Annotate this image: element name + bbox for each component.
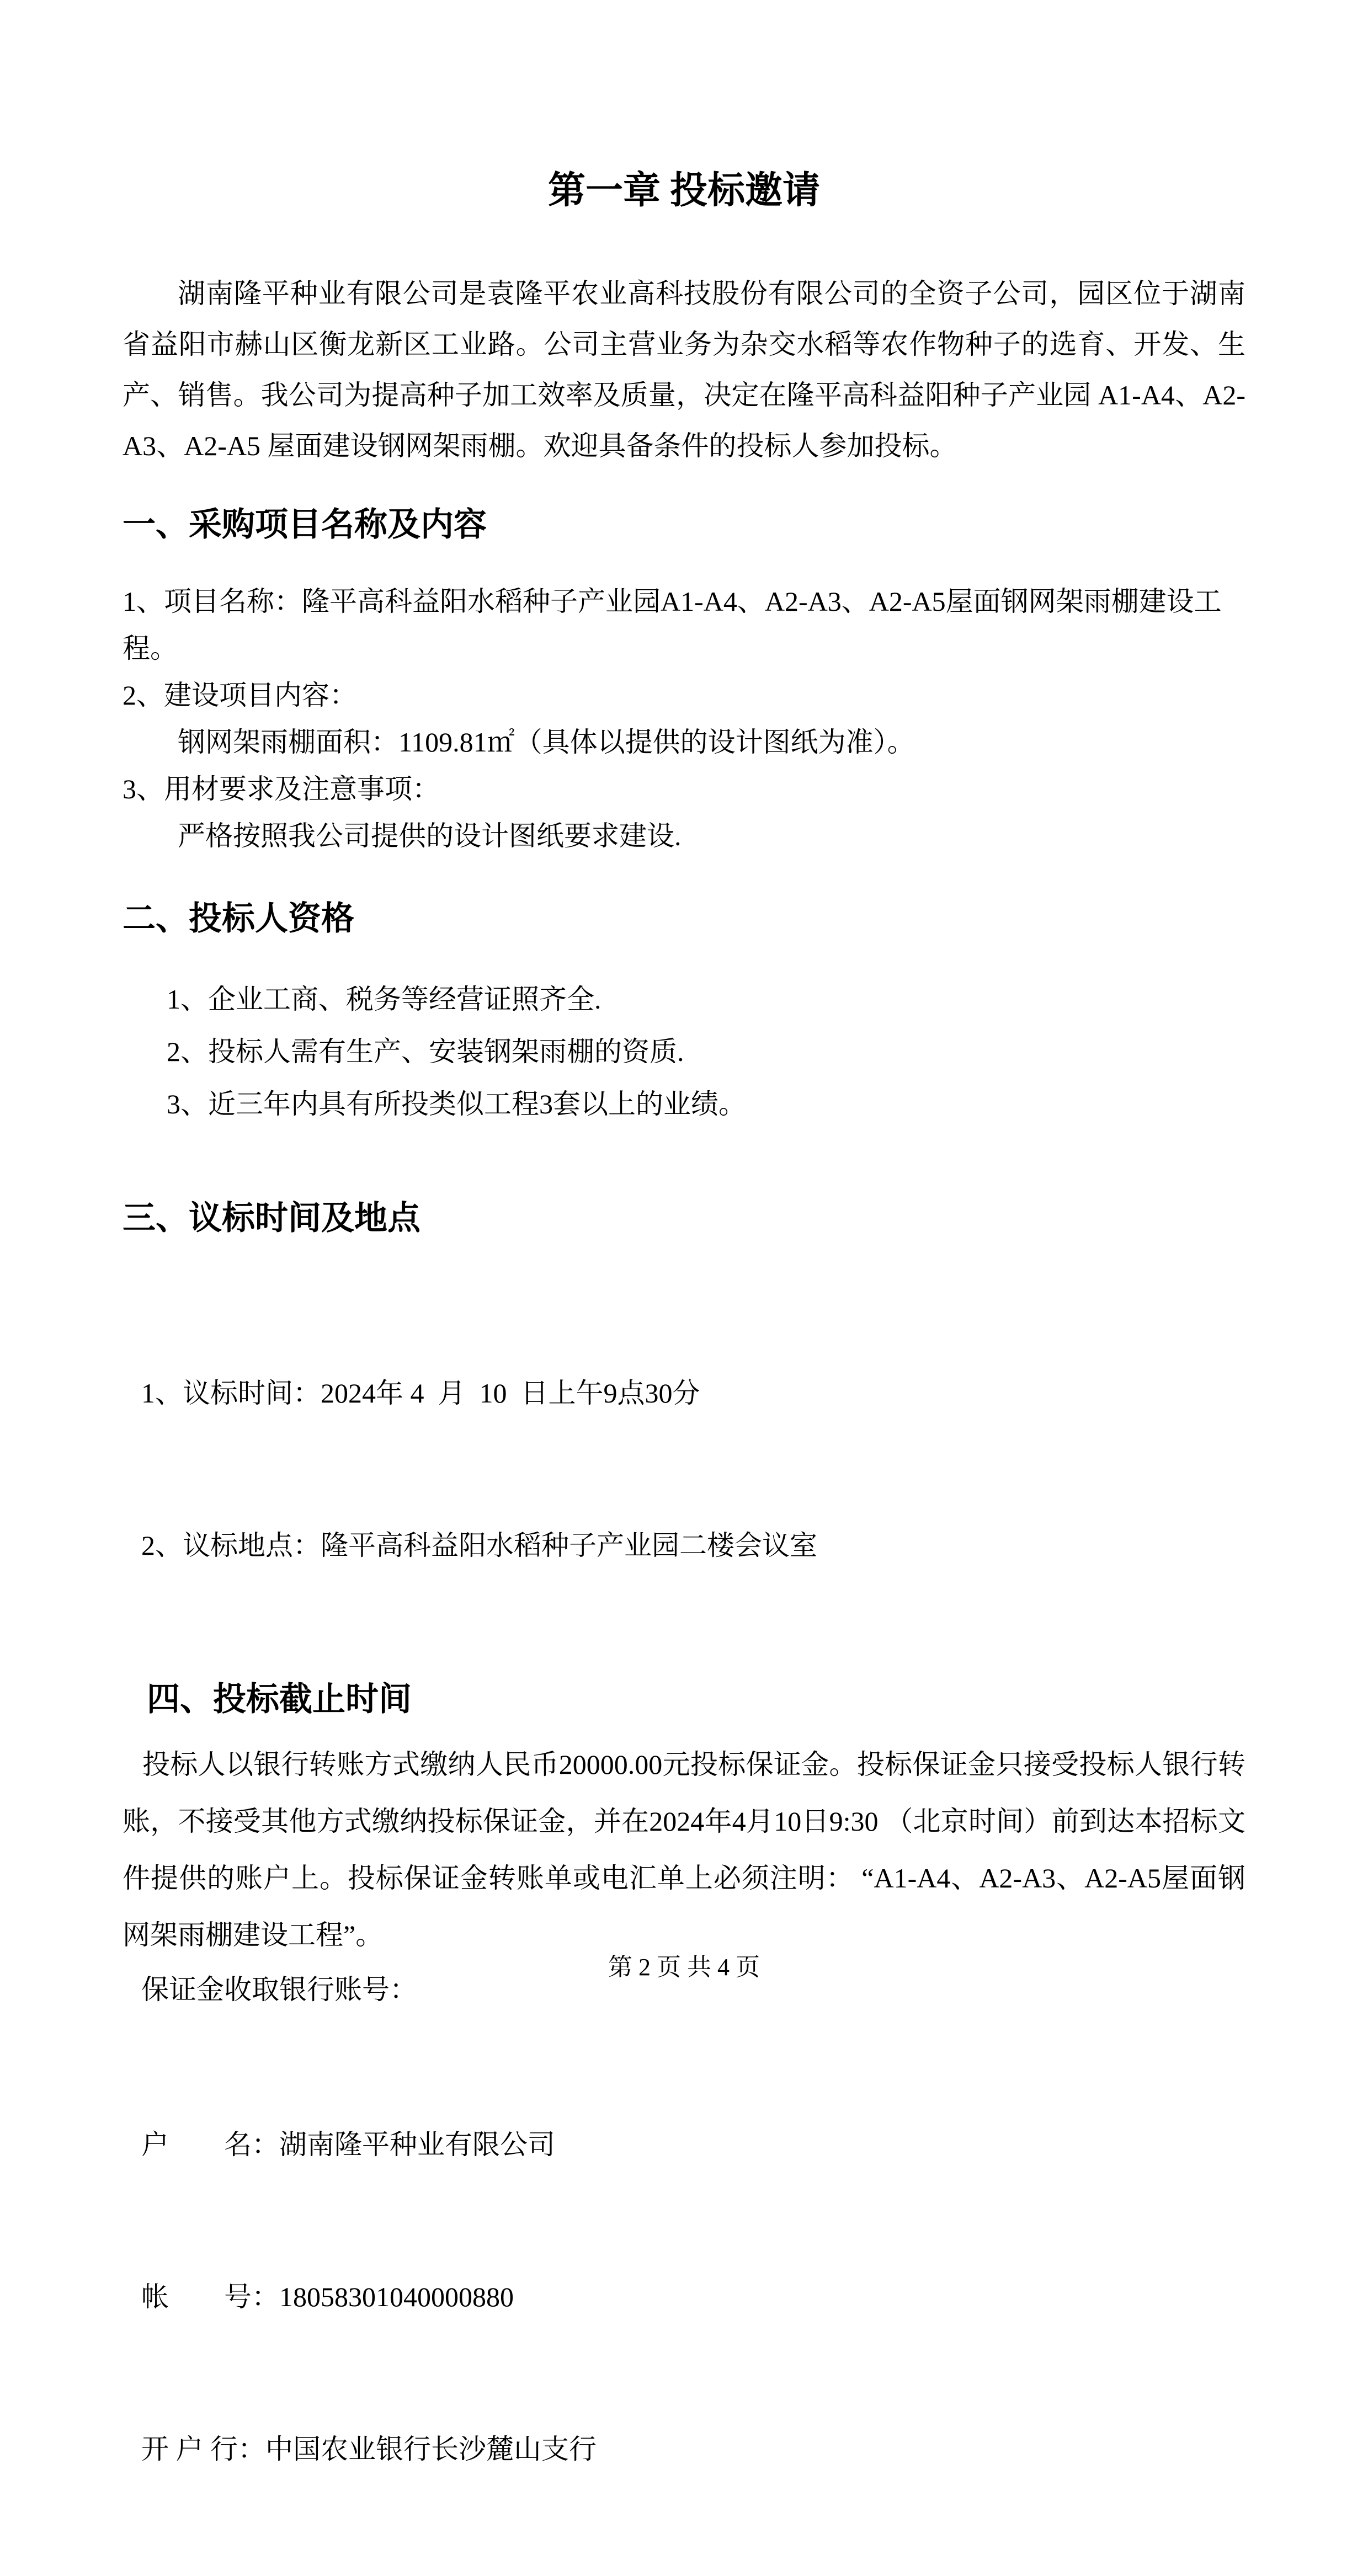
deposit-account-label: 保证金收取银行账号： [141, 1974, 417, 2005]
section-4-heading: 四、投标截止时间 [147, 1681, 412, 1718]
section-3-list [123, 1266, 1245, 1672]
document-page [0, 166, 1368, 2576]
intro-paragraph: 湖南隆平种业有限公司是袁隆平农业高科技股份有限公司的全资子公司，园区位于湖南省益阳市赫山区衡龙新区工业路。公司主营业务为杂交水稻等农作物种子的选育、开发、生产、销售。我公司为提高种子加工效率及质量，决定在隆平高科益阳种子产业园 A1-A4、A2-A3、A2-A5 屋面建设钢网架雨棚。欢迎具备条件的投标人参加投标。 [123, 278, 1245, 461]
page-title: 第一章 投标邀请 [547, 169, 820, 211]
list-item: 3、用材要求及注意事项： [123, 774, 440, 804]
page-number-footer: 第 2 页 共 4 页 [608, 1954, 760, 1981]
list-item: 2、议标地点：隆平高科益阳水稻种子产业园二楼会议室 [141, 1530, 817, 1561]
section-1-list [123, 578, 1245, 860]
list-item: 严格按照我公司提供的设计图纸要求建设. [178, 820, 682, 851]
section-1-heading: 一、采购项目名称及内容 [123, 506, 487, 543]
bank-account-name: 户 名：湖南隆平种业有限公司 [141, 2129, 555, 2160]
bank-account-number: 帐 号：18058301040000880 [141, 2281, 514, 2312]
section-2-heading: 二、投标人资格 [123, 900, 354, 937]
list-item: 2、建设项目内容： [123, 680, 357, 711]
list-item: 1、企业工商、税务等经营证照齐全. [167, 984, 602, 1015]
bank-branch: 开 户 行：中国农业银行长沙麓山支行 [141, 2434, 597, 2465]
list-item: 1、项目名称：隆平高科益阳水稻种子产业园A1-A4、A2-A3、A2-A5屋面钢网架雨棚建设工程。 [123, 586, 1222, 664]
list-item: 1、议标时间：2024年 4 月 10 日上午9点30分 [141, 1378, 700, 1409]
bank-details-list [123, 2018, 1245, 2576]
section-2-list [123, 973, 1245, 1130]
list-item: 3、近三年内具有所投类似工程3套以上的业绩。 [167, 1089, 746, 1119]
deposit-paragraph: 投标人以银行转账方式缴纳人民币20000.00元投标保证金。投标保证金只接受投标人银行转账，不接受其他方式缴纳投标保证金，并在2024年4月10日9:30 （北京时间）前到达本招标文件提供的账户上。投标保证金转账单或电汇单上必须注明： “A1-A4、A2-A3、A2-A5屋面钢网架雨棚建设工程”。 [123, 1749, 1245, 1950]
section-3-heading: 三、议标时间及地点 [123, 1199, 420, 1236]
list-item: 2、投标人需有生产、安装钢架雨棚的资质. [167, 1036, 684, 1067]
list-item: 钢网架雨棚面积：1109.81㎡（具体以提供的设计图纸为准）。 [178, 727, 915, 758]
